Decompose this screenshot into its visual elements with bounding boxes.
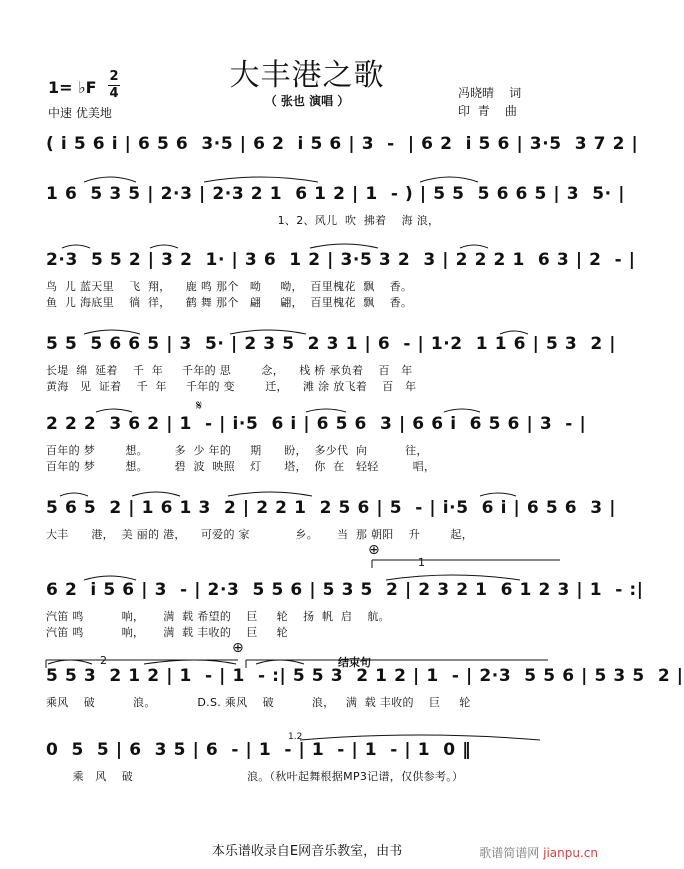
volta-number: 1.2 [288,732,303,742]
score-row-notes: 5 5 5 6 6 5 | 3 5· | 2 3 5 2 3 1 | 6 - | 1·2 1 1 6 | 5 3 2 | [46,334,617,354]
footer-source: 本乐谱收录自E网音乐教室，由书 [211,844,403,859]
score-row-notes: 2 2 2 3 6 2 | 1 - | i·5 6 i | 6 5 6 3 | 6 6 i 6 5 6 | 3 - | [46,414,587,434]
score-row-lyric: 长堤 绵 延着 千 年 千年的 思 念， 栈 桥 承负着 百 年 [46,364,413,377]
score-row-lyric: 百年的 梦 想。 多 少 年的 期 盼， 多少代 向 往， [46,444,428,457]
score-row-notes: 5 5 3 2 1 2 | 1 - | 1 - :| 5 5 3 2 1 2 | 1 - | 2·3 5 5 6 | 5 3 5 2 | [46,666,684,686]
ending-section-label: 结束句 [338,656,371,669]
score-row-lyric: 汽笛 鸣 响， 满 载 希望的 巨 轮 扬 帆 启 航。 [46,610,390,623]
page-title: 大丰港之歌 [229,58,385,93]
score-row-lyric: 鸟 儿 蓝天里 飞 翔， 鹿 鸣 那个 呦 呦， 百里槐花 飘 香。 [46,280,413,293]
score-row-notes: 0 5 5 | 6 3 5 | 6 - | 1 - | 1 - | 1 - | 1 0 ‖ [46,740,472,760]
meter-top: 2 [109,69,119,84]
segno-mark: 𝄋 [196,398,203,414]
score-row-notes: 6 2 i 5 6 | 3 - | 2·3 5 5 6 | 5 3 5 2 | 2 3 2 1 6 1 2 3 | 1 - :| [46,580,644,600]
watermark-site: 歌谱简谱网 [479,846,544,860]
score-row-notes: 2·3 5 5 2 | 3 2 1· | 3 6 1 2 | 3·5 3 2 3 | 2 2 2 1 6 3 | 2 - | [46,250,636,270]
composer-credit: 印 青 曲 [458,104,517,118]
score-row-lyric: 汽笛 鸣 响， 满 载 丰收的 巨 轮 [46,626,288,639]
key-signature: 1= ♭F [48,78,97,97]
score-row-notes: 1 6 5 3 5 | 2·3 | 2·3 2 1 6 1 2 | 1 - ) | 5 5 5 6 6 5 | 3 5· | [46,184,626,204]
first-ending-number: 1 [418,556,425,569]
lyricist-credit: 冯晓晴 词 [458,86,522,100]
score-row-lyric: 大丰 港， 美 丽的 港， 可爱的 家 乡。 当 那 朝阳 升 起， [46,528,474,541]
second-ending-number: 2 [100,654,107,667]
score-row-lyric: 百年的 梦 想。 碧 波 映照 灯 塔， 你 在 轻轻 唱， [46,460,436,473]
score-row-lyric: 乘 风 破 浪。（秋叶起舞根据MP3记谱，仅供参考。） [46,770,464,783]
time-signature [108,70,120,101]
performer-subtitle: （ 张也 演唱 ） [264,94,350,108]
coda-mark: ⊕ [368,542,380,558]
score-row-lyric: 鱼 儿 海底里 徜 徉， 鹤 舞 那个 翩 翩， 百里槐花 飘 香。 [46,296,413,309]
watermark-domain: jianpu.cn [543,846,598,860]
coda-mark-2: ⊕ [232,640,244,656]
score-row-notes: ( i 5 6 i | 6 5 6 3·5 | 6 2 i 5 6 | 3 - | 6 2 i 5 6 | 3·5 3 7 2 | [46,134,639,154]
tempo-marking: 中速 优美地 [48,106,112,120]
score-row-notes: 5 6 5 2 | 1 6 1 3 2 | 2 2 1 2 5 6 | 5 - | i·5 6 i | 6 5 6 3 | [46,498,616,518]
score-row-lyric: 乘风 破 浪。 D.S. 乘风 破 浪， 满 载 丰收的 巨 轮 [46,696,471,709]
meter-bottom: 4 [109,86,119,101]
watermark [479,844,598,861]
score-row-lyric: 黄海 见 证着 千 年 千年的 变 迁， 滩 涂 放飞着 百 年 [46,380,417,393]
score-row-lyric: 1、2、风儿 吹 拂着 海 浪， [46,214,440,227]
